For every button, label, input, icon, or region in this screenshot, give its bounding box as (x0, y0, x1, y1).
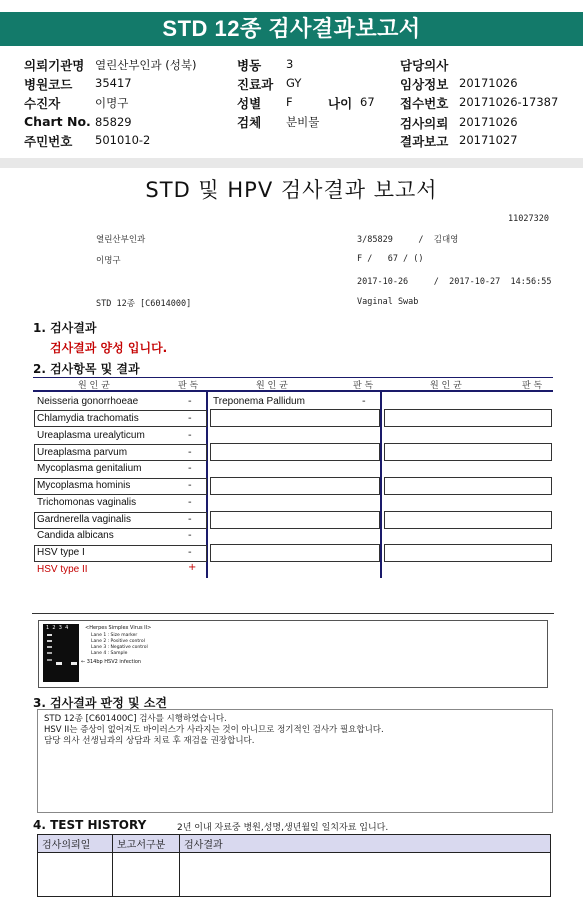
judgment-header: 판 독 (522, 381, 543, 391)
age-label: 나이 (328, 96, 353, 111)
age-value: 67 (360, 95, 375, 109)
gel-photo (43, 624, 79, 682)
test-item-result: - (188, 497, 192, 508)
pathogen-header: 원 인 균 (430, 381, 462, 391)
gel-image (38, 620, 548, 688)
ward-label: 병동 (237, 58, 262, 73)
test-item-name: Mycoplasma genitalium (37, 463, 142, 474)
history-note: 2년 이내 자료중 병원,성명,생년월일 일치자료 입니다. (177, 823, 389, 833)
report-dates: 2017-10-26 / 2017-10-27 14:56:55 (357, 277, 552, 287)
patient-label: 수진자 (24, 96, 61, 111)
test-item-result: - (188, 463, 192, 474)
test-item-result: - (188, 430, 192, 441)
gel-legend-1: Lane 1 : Size marker (91, 633, 138, 638)
ssn-value: 501010-2 (95, 133, 151, 147)
gel-title: <Herpes Simplex Virus II> (85, 625, 152, 631)
patient-value: 이명구 (95, 96, 129, 110)
test-item-result: - (362, 396, 366, 407)
clinical-label: 임상정보 (400, 77, 449, 92)
section-separator (0, 158, 583, 168)
chart-value: 85829 (95, 115, 132, 129)
dept-label: 진료과 (237, 77, 274, 92)
section-4-heading: 4. TEST HISTORY (33, 818, 147, 832)
report-specimen: Vaginal Swab (357, 297, 419, 307)
section-2-heading: 2. 검사항목 및 결과 (33, 362, 140, 376)
sex-label: 성별 (237, 96, 262, 111)
history-col-report-type: 보고서구분 (113, 835, 180, 853)
row-box (210, 409, 380, 427)
accession-value: 20171026-17387 (459, 95, 559, 109)
accession-label: 접수번호 (400, 96, 449, 111)
test-item-name: HSV type I (37, 547, 85, 558)
column-divider (380, 390, 382, 578)
test-item-result: - (188, 530, 192, 541)
code-label: 병원코드 (24, 77, 73, 92)
report-date-label: 결과보고 (400, 134, 449, 149)
divider-line (32, 613, 554, 614)
opinion-box (37, 709, 553, 813)
specimen-label: 검체 (237, 115, 262, 130)
judgment-header: 판 독 (353, 381, 374, 391)
history-col-request-date: 검사의뢰일 (38, 835, 113, 853)
column-header-1 (33, 377, 208, 392)
row-box (384, 409, 552, 427)
opinion-line: STD 12종 [C601400C] 검사를 시행하였습니다. (44, 714, 227, 724)
gel-legend-3: Lane 3 : Negative control (91, 645, 148, 650)
test-item-name: Gardnerella vaginalis (37, 514, 131, 525)
hospital-value: 열린산부인과 (성북) (95, 58, 197, 72)
report-test: STD 12종 [C6014000] (96, 299, 192, 309)
test-item-result: - (188, 413, 192, 424)
test-item-name: Mycoplasma hominis (37, 480, 131, 491)
column-header-2 (208, 377, 382, 392)
row-box (210, 443, 380, 461)
test-item-name: Candida albicans (37, 530, 114, 541)
chart-label: Chart No. (24, 114, 91, 129)
report-date-value: 20171027 (459, 133, 518, 147)
request-value: 20171026 (459, 115, 518, 129)
row-box (210, 544, 380, 562)
report-chart-doctor: 3/85829 / 김대영 (357, 235, 459, 245)
row-box (384, 443, 552, 461)
gel-legend-2: Lane 2 : Positive control (91, 639, 145, 644)
gel-legend-4: Lane 4 : Sample (91, 651, 128, 656)
test-item-name: Neisseria gonorrhoeae (37, 396, 139, 407)
pathogen-header: 원 인 균 (78, 381, 110, 391)
test-item-name: Chlamydia trachomatis (37, 413, 139, 424)
ssn-label: 주민번호 (24, 134, 73, 149)
report-sex-age: F / 67 / () (357, 254, 424, 264)
positive-result-text: 검사결과 양성 입니다. (50, 341, 168, 355)
row-box (384, 511, 552, 529)
test-item-name: Ureaplasma parvum (37, 447, 128, 458)
report-id: 11027320 (508, 214, 549, 224)
report-patient: 이명구 (96, 256, 121, 266)
pathogen-header: 원 인 균 (256, 381, 288, 391)
test-item-name: Trichomonas vaginalis (37, 497, 137, 508)
gel-band-annotation: ← 314bp HSV2 infection (81, 659, 142, 665)
hospital-label: 의뢰기관명 (24, 58, 85, 73)
row-box (384, 544, 552, 562)
report-hospital: 열린산부인과 (96, 235, 146, 245)
ward-value: 3 (286, 57, 294, 71)
test-item-result: - (188, 447, 192, 458)
report-title: STD 및 HPV 검사결과 보고서 (145, 178, 438, 202)
table-row (38, 853, 551, 897)
row-box (384, 477, 552, 495)
test-item-name-positive: HSV type II (37, 564, 88, 575)
opinion-line: 담당 의사 선생님과의 상담과 치료 후 재검을 권장합니다. (44, 736, 255, 746)
section-3-heading: 3. 검사결과 판정 및 소견 (33, 696, 167, 710)
gel-lane-numbers: 1 2 3 4 (46, 625, 69, 631)
row-box (210, 477, 380, 495)
section-1-heading: 1. 검사결과 (33, 321, 97, 335)
code-value: 35417 (95, 76, 132, 90)
request-label: 검사의뢰 (400, 116, 449, 131)
history-col-result: 검사결과 (180, 835, 551, 853)
clinical-value: 20171026 (459, 76, 518, 90)
history-table (37, 834, 551, 897)
row-box (210, 511, 380, 529)
test-item-result-positive: + (188, 562, 197, 573)
test-item-result: - (188, 514, 192, 525)
opinion-line: HSV II는 증상이 없어져도 바이러스가 사라지는 것이 아니므로 정기적인 검사가 필요합니다. (44, 725, 384, 735)
column-header-3 (382, 377, 553, 392)
judgment-header: 판 독 (178, 381, 199, 391)
dept-value: GY (286, 76, 302, 90)
test-item-result: - (188, 547, 192, 558)
test-item-name: Treponema Pallidum (213, 396, 305, 407)
specimen-value: 분비물 (286, 115, 320, 129)
test-item-result: - (188, 396, 192, 407)
report-banner-title: STD 12종 검사결과보고서 (0, 12, 583, 46)
test-item-result: - (188, 480, 192, 491)
doctor-label: 담당의사 (400, 58, 449, 73)
sex-value: F (286, 95, 293, 109)
test-item-name: Ureaplasma urealyticum (37, 430, 145, 441)
